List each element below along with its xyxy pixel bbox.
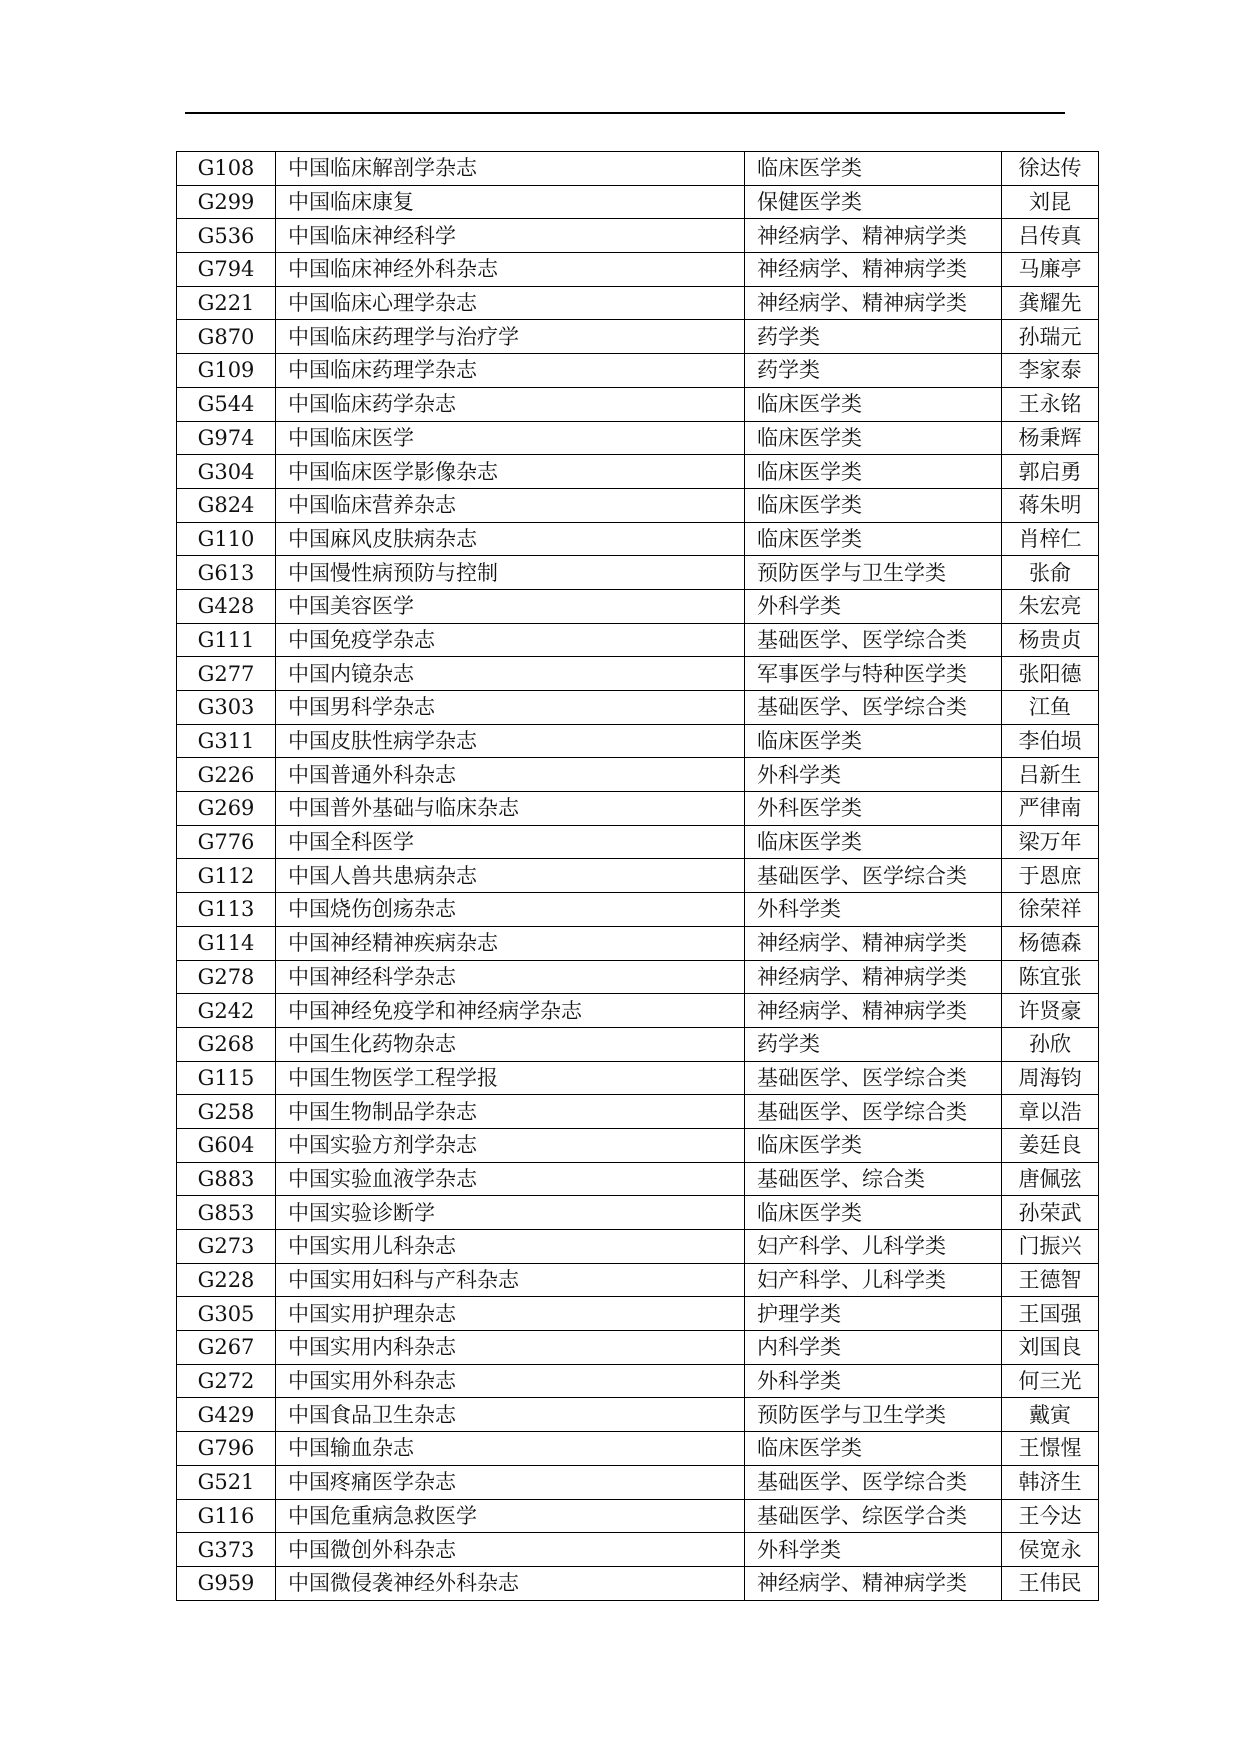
journal-name-cell: 中国普通外科杂志 [276,758,745,792]
table-row [177,1128,1099,1162]
table-row [177,556,1099,590]
table-row [177,994,1099,1028]
journal-category-cell: 保健医学类 [745,185,1002,219]
table-row [177,1196,1099,1230]
journal-editor-cell: 周海钧 [1002,1061,1099,1095]
journal-editor-cell: 吕传真 [1002,219,1099,253]
journal-editor-cell: 吕新生 [1002,758,1099,792]
table-row [177,1499,1099,1533]
journal-name-cell: 中国内镜杂志 [276,657,745,691]
journal-code-cell: G794 [177,253,276,287]
table-row [177,354,1099,388]
journal-code-cell: G114 [177,926,276,960]
journal-category-cell: 神经病学、精神病学类 [745,286,1002,320]
journal-editor-cell: 李伯埙 [1002,724,1099,758]
journal-editor-cell: 龚耀先 [1002,286,1099,320]
journal-editor-cell: 肖梓仁 [1002,522,1099,556]
journal-code-cell: G305 [177,1297,276,1331]
journal-editor-cell: 张阳德 [1002,657,1099,691]
journal-category-cell: 外科学类 [745,589,1002,623]
table-row [177,960,1099,994]
journal-code-cell: G272 [177,1364,276,1398]
journal-code-cell: G221 [177,286,276,320]
journal-name-cell: 中国人兽共患病杂志 [276,859,745,893]
journal-category-cell: 军事医学与特种医学类 [745,657,1002,691]
journal-editor-cell: 张俞 [1002,556,1099,590]
journal-name-cell: 中国生化药物杂志 [276,1027,745,1061]
journal-name-cell: 中国临床神经外科杂志 [276,253,745,287]
journal-name-cell: 中国临床医学影像杂志 [276,455,745,489]
journal-name-cell: 中国微侵袭神经外科杂志 [276,1566,745,1600]
table-row [177,1566,1099,1600]
journal-name-cell: 中国皮肤性病学杂志 [276,724,745,758]
journal-category-cell: 临床医学类 [745,488,1002,522]
journal-category-cell: 临床医学类 [745,1128,1002,1162]
journal-name-cell: 中国实验方剂学杂志 [276,1128,745,1162]
journal-editor-cell: 韩济生 [1002,1465,1099,1499]
table-row [177,691,1099,725]
journal-editor-cell: 杨德森 [1002,926,1099,960]
journal-category-cell: 临床医学类 [745,421,1002,455]
table-row [177,758,1099,792]
journal-name-cell: 中国神经精神疾病杂志 [276,926,745,960]
journal-category-cell: 神经病学、精神病学类 [745,994,1002,1028]
journal-code-cell: G258 [177,1095,276,1129]
journal-code-cell: G853 [177,1196,276,1230]
journal-code-cell: G109 [177,354,276,388]
journal-code-cell: G429 [177,1398,276,1432]
journal-category-cell: 妇产科学、儿科学类 [745,1263,1002,1297]
journal-code-cell: G115 [177,1061,276,1095]
journal-code-cell: G604 [177,1128,276,1162]
journal-category-cell: 基础医学、医学综合类 [745,623,1002,657]
journal-name-cell: 中国男科学杂志 [276,691,745,725]
journal-category-cell: 临床医学类 [745,825,1002,859]
table-row [177,1162,1099,1196]
journal-category-cell: 神经病学、精神病学类 [745,219,1002,253]
journal-code-cell: G613 [177,556,276,590]
journal-editor-cell: 王伟民 [1002,1566,1099,1600]
journal-code-cell: G112 [177,859,276,893]
table-row [177,421,1099,455]
journal-category-cell: 外科学类 [745,1533,1002,1567]
journal-name-cell: 中国实用妇科与产科杂志 [276,1263,745,1297]
journal-editor-cell: 徐达传 [1002,152,1099,186]
journal-code-cell: G521 [177,1465,276,1499]
journal-editor-cell: 于恩庶 [1002,859,1099,893]
journal-category-cell: 基础医学、医学综合类 [745,1465,1002,1499]
journal-category-cell: 神经病学、精神病学类 [745,1566,1002,1600]
table-row [177,320,1099,354]
journal-category-cell: 神经病学、精神病学类 [745,253,1002,287]
journal-name-cell: 中国实验血液学杂志 [276,1162,745,1196]
journal-code-cell: G311 [177,724,276,758]
table-row [177,1230,1099,1264]
table-row [177,1095,1099,1129]
journal-category-cell: 临床医学类 [745,455,1002,489]
journal-category-cell: 临床医学类 [745,387,1002,421]
journal-code-cell: G776 [177,825,276,859]
journal-category-cell: 药学类 [745,1027,1002,1061]
journal-code-cell: G959 [177,1566,276,1600]
table-row [177,893,1099,927]
journal-code-cell: G268 [177,1027,276,1061]
table-row [177,859,1099,893]
journal-name-cell: 中国输血杂志 [276,1432,745,1466]
journal-code-cell: G536 [177,219,276,253]
journal-code-cell: G824 [177,488,276,522]
journal-name-cell: 中国临床神经科学 [276,219,745,253]
journal-category-cell: 基础医学、医学综合类 [745,1095,1002,1129]
table-row [177,926,1099,960]
table-row [177,253,1099,287]
journal-editor-cell: 许贤豪 [1002,994,1099,1028]
journal-editor-cell: 杨秉辉 [1002,421,1099,455]
journal-editor-cell: 陈宜张 [1002,960,1099,994]
journal-code-cell: G273 [177,1230,276,1264]
journal-category-cell: 基础医学、综医学合类 [745,1499,1002,1533]
journal-name-cell: 中国生物制品学杂志 [276,1095,745,1129]
journal-name-cell: 中国临床营养杂志 [276,488,745,522]
table-row [177,589,1099,623]
journal-name-cell: 中国普外基础与临床杂志 [276,792,745,826]
journal-category-cell: 药学类 [745,354,1002,388]
journal-code-cell: G883 [177,1162,276,1196]
table-row [177,1297,1099,1331]
journal-editor-cell: 孙瑞元 [1002,320,1099,354]
journal-editor-cell: 侯宽永 [1002,1533,1099,1567]
journal-code-cell: G228 [177,1263,276,1297]
table-row [177,1027,1099,1061]
header-rule [185,112,1065,114]
journal-category-cell: 临床医学类 [745,724,1002,758]
journal-category-cell: 基础医学、医学综合类 [745,859,1002,893]
journal-editor-cell: 何三光 [1002,1364,1099,1398]
journal-editor-cell: 蒋朱明 [1002,488,1099,522]
journal-name-cell: 中国实用护理杂志 [276,1297,745,1331]
journal-category-cell: 神经病学、精神病学类 [745,926,1002,960]
journal-category-cell: 外科学类 [745,893,1002,927]
journal-name-cell: 中国实用儿科杂志 [276,1230,745,1264]
table-row [177,522,1099,556]
journal-editor-cell: 门振兴 [1002,1230,1099,1264]
journal-name-cell: 中国临床药理学与治疗学 [276,320,745,354]
journal-editor-cell: 江鱼 [1002,691,1099,725]
journal-category-cell: 临床医学类 [745,1432,1002,1466]
journal-editor-cell: 王永铭 [1002,387,1099,421]
journal-code-cell: G870 [177,320,276,354]
journal-code-cell: G113 [177,893,276,927]
table-row [177,1465,1099,1499]
table-row [177,1533,1099,1567]
journal-category-cell: 临床医学类 [745,152,1002,186]
journal-editor-cell: 朱宏亮 [1002,589,1099,623]
journal-category-cell: 药学类 [745,320,1002,354]
table-row [177,152,1099,186]
journal-name-cell: 中国神经免疫学和神经病学杂志 [276,994,745,1028]
journal-category-cell: 临床医学类 [745,522,1002,556]
table-row [177,724,1099,758]
table-row [177,1061,1099,1095]
journal-editor-cell: 戴寅 [1002,1398,1099,1432]
journal-name-cell: 中国疼痛医学杂志 [276,1465,745,1499]
journal-editor-cell: 刘国良 [1002,1331,1099,1365]
table-row [177,488,1099,522]
journal-name-cell: 中国微创外科杂志 [276,1533,745,1567]
journal-name-cell: 中国临床药理学杂志 [276,354,745,388]
journal-name-cell: 中国麻风皮肤病杂志 [276,522,745,556]
journal-name-cell: 中国慢性病预防与控制 [276,556,745,590]
table-row [177,1432,1099,1466]
journal-code-cell: G373 [177,1533,276,1567]
journal-editor-cell: 孙荣武 [1002,1196,1099,1230]
journal-category-cell: 内科学类 [745,1331,1002,1365]
journal-category-cell: 外科医学类 [745,792,1002,826]
journal-category-cell: 妇产科学、儿科学类 [745,1230,1002,1264]
journal-editor-cell: 姜廷良 [1002,1128,1099,1162]
journal-name-cell: 中国临床心理学杂志 [276,286,745,320]
journal-code-cell: G108 [177,152,276,186]
table-row [177,1364,1099,1398]
journal-table [176,151,1099,1601]
table-row [177,1398,1099,1432]
journal-name-cell: 中国全科医学 [276,825,745,859]
journal-table-body [177,152,1099,1601]
journal-editor-cell: 章以浩 [1002,1095,1099,1129]
journal-name-cell: 中国食品卫生杂志 [276,1398,745,1432]
journal-name-cell: 中国生物医学工程学报 [276,1061,745,1095]
journal-name-cell: 中国实验诊断学 [276,1196,745,1230]
journal-name-cell: 中国实用内科杂志 [276,1331,745,1365]
journal-category-cell: 临床医学类 [745,1196,1002,1230]
journal-name-cell: 中国免疫学杂志 [276,623,745,657]
journal-code-cell: G303 [177,691,276,725]
journal-code-cell: G242 [177,994,276,1028]
journal-category-cell: 神经病学、精神病学类 [745,960,1002,994]
journal-code-cell: G267 [177,1331,276,1365]
journal-code-cell: G278 [177,960,276,994]
table-row [177,1263,1099,1297]
table-row [177,657,1099,691]
journal-editor-cell: 王憬惺 [1002,1432,1099,1466]
journal-editor-cell: 王今达 [1002,1499,1099,1533]
journal-editor-cell: 杨贵贞 [1002,623,1099,657]
journal-category-cell: 基础医学、综合类 [745,1162,1002,1196]
journal-editor-cell: 严律南 [1002,792,1099,826]
table-row [177,792,1099,826]
journal-code-cell: G116 [177,1499,276,1533]
journal-code-cell: G544 [177,387,276,421]
journal-code-cell: G269 [177,792,276,826]
journal-editor-cell: 王国强 [1002,1297,1099,1331]
journal-code-cell: G111 [177,623,276,657]
journal-code-cell: G277 [177,657,276,691]
journal-name-cell: 中国临床康复 [276,185,745,219]
journal-editor-cell: 孙欣 [1002,1027,1099,1061]
table-row [177,1331,1099,1365]
journal-editor-cell: 马廉亭 [1002,253,1099,287]
journal-editor-cell: 李家泰 [1002,354,1099,388]
journal-category-cell: 外科学类 [745,1364,1002,1398]
journal-code-cell: G299 [177,185,276,219]
journal-code-cell: G304 [177,455,276,489]
journal-name-cell: 中国烧伤创疡杂志 [276,893,745,927]
table-row [177,286,1099,320]
table-row [177,219,1099,253]
journal-name-cell: 中国临床医学 [276,421,745,455]
journal-editor-cell: 王德智 [1002,1263,1099,1297]
table-row [177,455,1099,489]
journal-code-cell: G428 [177,589,276,623]
journal-name-cell: 中国危重病急救医学 [276,1499,745,1533]
journal-code-cell: G110 [177,522,276,556]
journal-category-cell: 外科学类 [745,758,1002,792]
table-row [177,623,1099,657]
journal-category-cell: 预防医学与卫生学类 [745,556,1002,590]
journal-editor-cell: 刘昆 [1002,185,1099,219]
journal-editor-cell: 唐佩弦 [1002,1162,1099,1196]
journal-editor-cell: 梁万年 [1002,825,1099,859]
journal-code-cell: G974 [177,421,276,455]
journal-code-cell: G226 [177,758,276,792]
journal-editor-cell: 郭启勇 [1002,455,1099,489]
journal-name-cell: 中国临床解剖学杂志 [276,152,745,186]
journal-editor-cell: 徐荣祥 [1002,893,1099,927]
journal-name-cell: 中国临床药学杂志 [276,387,745,421]
table-row [177,185,1099,219]
table-row [177,825,1099,859]
journal-name-cell: 中国神经科学杂志 [276,960,745,994]
journal-category-cell: 基础医学、医学综合类 [745,1061,1002,1095]
journal-category-cell: 护理学类 [745,1297,1002,1331]
journal-name-cell: 中国实用外科杂志 [276,1364,745,1398]
table-row [177,387,1099,421]
journal-name-cell: 中国美容医学 [276,589,745,623]
journal-category-cell: 基础医学、医学综合类 [745,691,1002,725]
journal-code-cell: G796 [177,1432,276,1466]
journal-category-cell: 预防医学与卫生学类 [745,1398,1002,1432]
